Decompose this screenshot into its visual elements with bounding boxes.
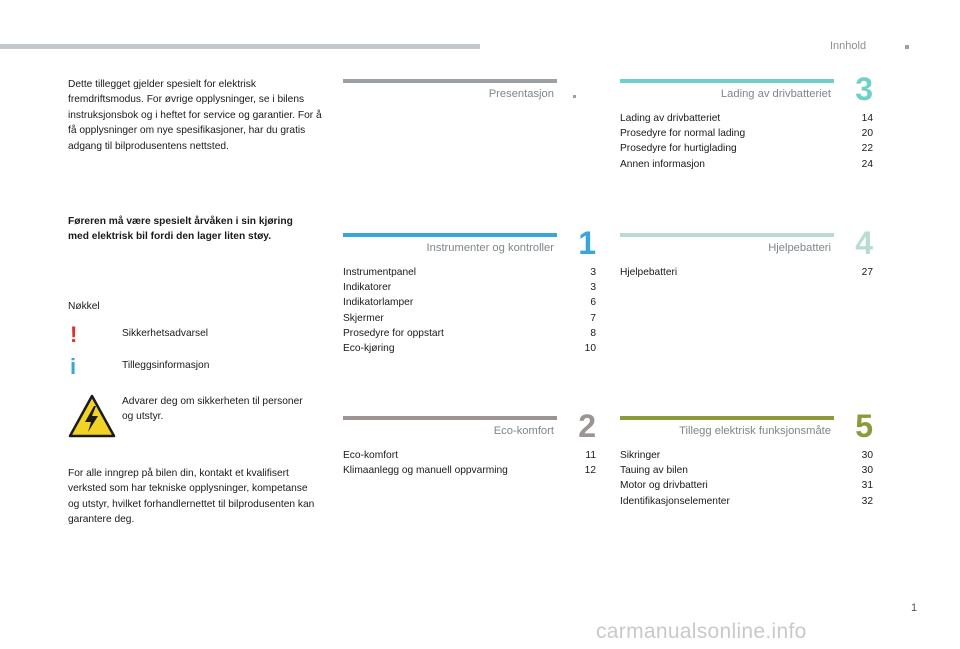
toc-entry[interactable] <box>343 295 596 310</box>
toc-entry-label: Prosedyre for normal lading <box>620 128 746 140</box>
toc-entry-page: 31 <box>861 480 873 492</box>
toc-entry[interactable] <box>343 448 596 463</box>
toc-entry-label: Indikatorlamper <box>343 297 414 309</box>
toc-entry-label: Skjermer <box>343 312 384 324</box>
toc-entry-page: 20 <box>861 128 873 140</box>
section-number: 4 <box>855 225 873 261</box>
page-number: 1 <box>911 602 918 614</box>
toc-entry-page: 6 <box>590 297 596 309</box>
toc-entry-label: Sikringer <box>620 450 661 461</box>
section-title[interactable]: Tillegg elektrisk funksjonsmåte <box>679 425 831 437</box>
toc-entry[interactable] <box>343 265 596 280</box>
toc-entry[interactable] <box>343 280 596 295</box>
toc-entry[interactable] <box>620 126 873 141</box>
toc-entry-label: Annen informasjon <box>620 158 705 170</box>
toc-entry[interactable] <box>343 326 596 341</box>
toc-entry[interactable] <box>620 111 873 126</box>
toc-entry-page: 7 <box>590 312 596 324</box>
toc-entry-page: 22 <box>861 143 873 155</box>
toc-entry-page: 30 <box>861 450 873 461</box>
key-item-voltage <box>68 394 318 440</box>
toc-entry-page: 12 <box>584 465 596 477</box>
section-title[interactable]: Presentasjon <box>488 88 554 100</box>
section-bar <box>620 233 834 237</box>
high-voltage-icon <box>68 394 116 443</box>
section-bar <box>620 416 834 420</box>
toc-entry-label: Lading av drivbatteriet <box>620 113 721 124</box>
section-number: 3 <box>855 71 873 107</box>
toc-entry-label: Prosedyre for hurtiglading <box>620 143 737 155</box>
toc-entry-page: 11 <box>585 450 596 461</box>
key-item-label: Sikkerhetsadvarsel <box>122 328 209 339</box>
toc-entry-page: 8 <box>590 327 596 339</box>
toc-entry-page: 3 <box>590 267 596 278</box>
toc-entry[interactable] <box>620 141 873 156</box>
toc-entry[interactable] <box>620 448 873 463</box>
toc-entry-label: Hjelpebatteri <box>620 267 678 278</box>
section-presentasjon <box>343 79 596 119</box>
section-marker <box>573 95 576 98</box>
section-bar <box>343 79 557 83</box>
header-title: Innhold <box>830 40 867 52</box>
toc-entry-label: Eco-kjøring <box>343 343 395 355</box>
section-number: 2 <box>578 408 596 444</box>
toc-entry[interactable] <box>343 311 596 326</box>
toc-entry[interactable] <box>620 463 873 478</box>
toc-entry-label: Tauing av bilen <box>620 465 688 477</box>
toc-entry-label: Eco-komfort <box>343 450 398 461</box>
section-bar <box>620 79 834 83</box>
toc-entry-page: 27 <box>861 267 873 278</box>
toc-entry-label: Indikatorer <box>343 282 392 294</box>
section-title[interactable]: Instrumenter og kontroller <box>426 242 554 254</box>
toc-entry-page: 10 <box>584 343 596 355</box>
key-title: Nøkkel <box>68 301 100 312</box>
key-item-label: Advarer deg om sikkerheten til personer og utstyr. <box>122 396 303 423</box>
info-icon: i <box>70 354 77 379</box>
toc-entry-page: 32 <box>861 495 873 507</box>
header-bar <box>0 44 480 49</box>
header-marker <box>905 45 909 49</box>
section-number: 5 <box>855 408 873 444</box>
toc-entry-label: Instrumentpanel <box>343 267 417 278</box>
section-eco-komfort <box>343 408 596 486</box>
toc-entry[interactable] <box>620 157 873 172</box>
toc-entry[interactable] <box>620 494 873 509</box>
toc-entry[interactable] <box>343 463 596 478</box>
toc-entry-label: Klimaanlegg og manuell oppvarming <box>343 465 508 477</box>
toc-entry-page: 3 <box>590 282 596 294</box>
section-title[interactable]: Hjelpebatteri <box>768 242 831 254</box>
section-title[interactable]: Eco-komfort <box>493 425 554 437</box>
toc-entry-label: Motor og drivbatteri <box>620 480 708 492</box>
service-note: For alle inngrep på bilen din, kontakt et kvalifisert verksted som har tekniske opplysninger, kompetanse og utstyr, hvilket forhandlernettet til bilprodusenten kan garantere deg. <box>68 468 315 526</box>
section-title[interactable]: Lading av drivbatteriet <box>720 88 831 100</box>
toc-entry-page: 24 <box>861 158 873 170</box>
driver-warning: Føreren må være spesielt årvåken i sin kjøring med elektrisk bil fordi den lager liten støy. <box>68 216 293 243</box>
section-bar <box>343 233 557 237</box>
section-tillegg <box>620 408 873 516</box>
toc-entry-label: Identifikasjonselementer <box>620 495 730 507</box>
exclamation-icon: ! <box>70 322 78 347</box>
toc-entry-label: Prosedyre for oppstart <box>343 327 444 339</box>
key-item-label: Tilleggsinformasjon <box>122 360 210 371</box>
section-lading <box>620 71 873 179</box>
watermark: carmanualsonline.info <box>596 620 807 643</box>
toc-entry-page: 14 <box>861 113 873 124</box>
toc-entry[interactable] <box>620 265 873 280</box>
section-number: 1 <box>578 225 596 261</box>
section-bar <box>343 416 557 420</box>
section-instrumenter <box>343 225 596 363</box>
toc-entry-page: 30 <box>861 465 873 477</box>
toc-entry[interactable] <box>620 478 873 493</box>
intro-text: Dette tillegget gjelder spesielt for elektrisk fremdriftsmodus. For øvrige opplysninger, se i bilens instruksjonsbok og i heftet for service og garantier. For å få opplysninger om nye spesifikasjoner, har du gratis adgang til bilprodusentens nettsted. <box>68 79 322 152</box>
section-hjelpebatteri <box>620 225 873 293</box>
toc-entry[interactable] <box>343 341 596 356</box>
